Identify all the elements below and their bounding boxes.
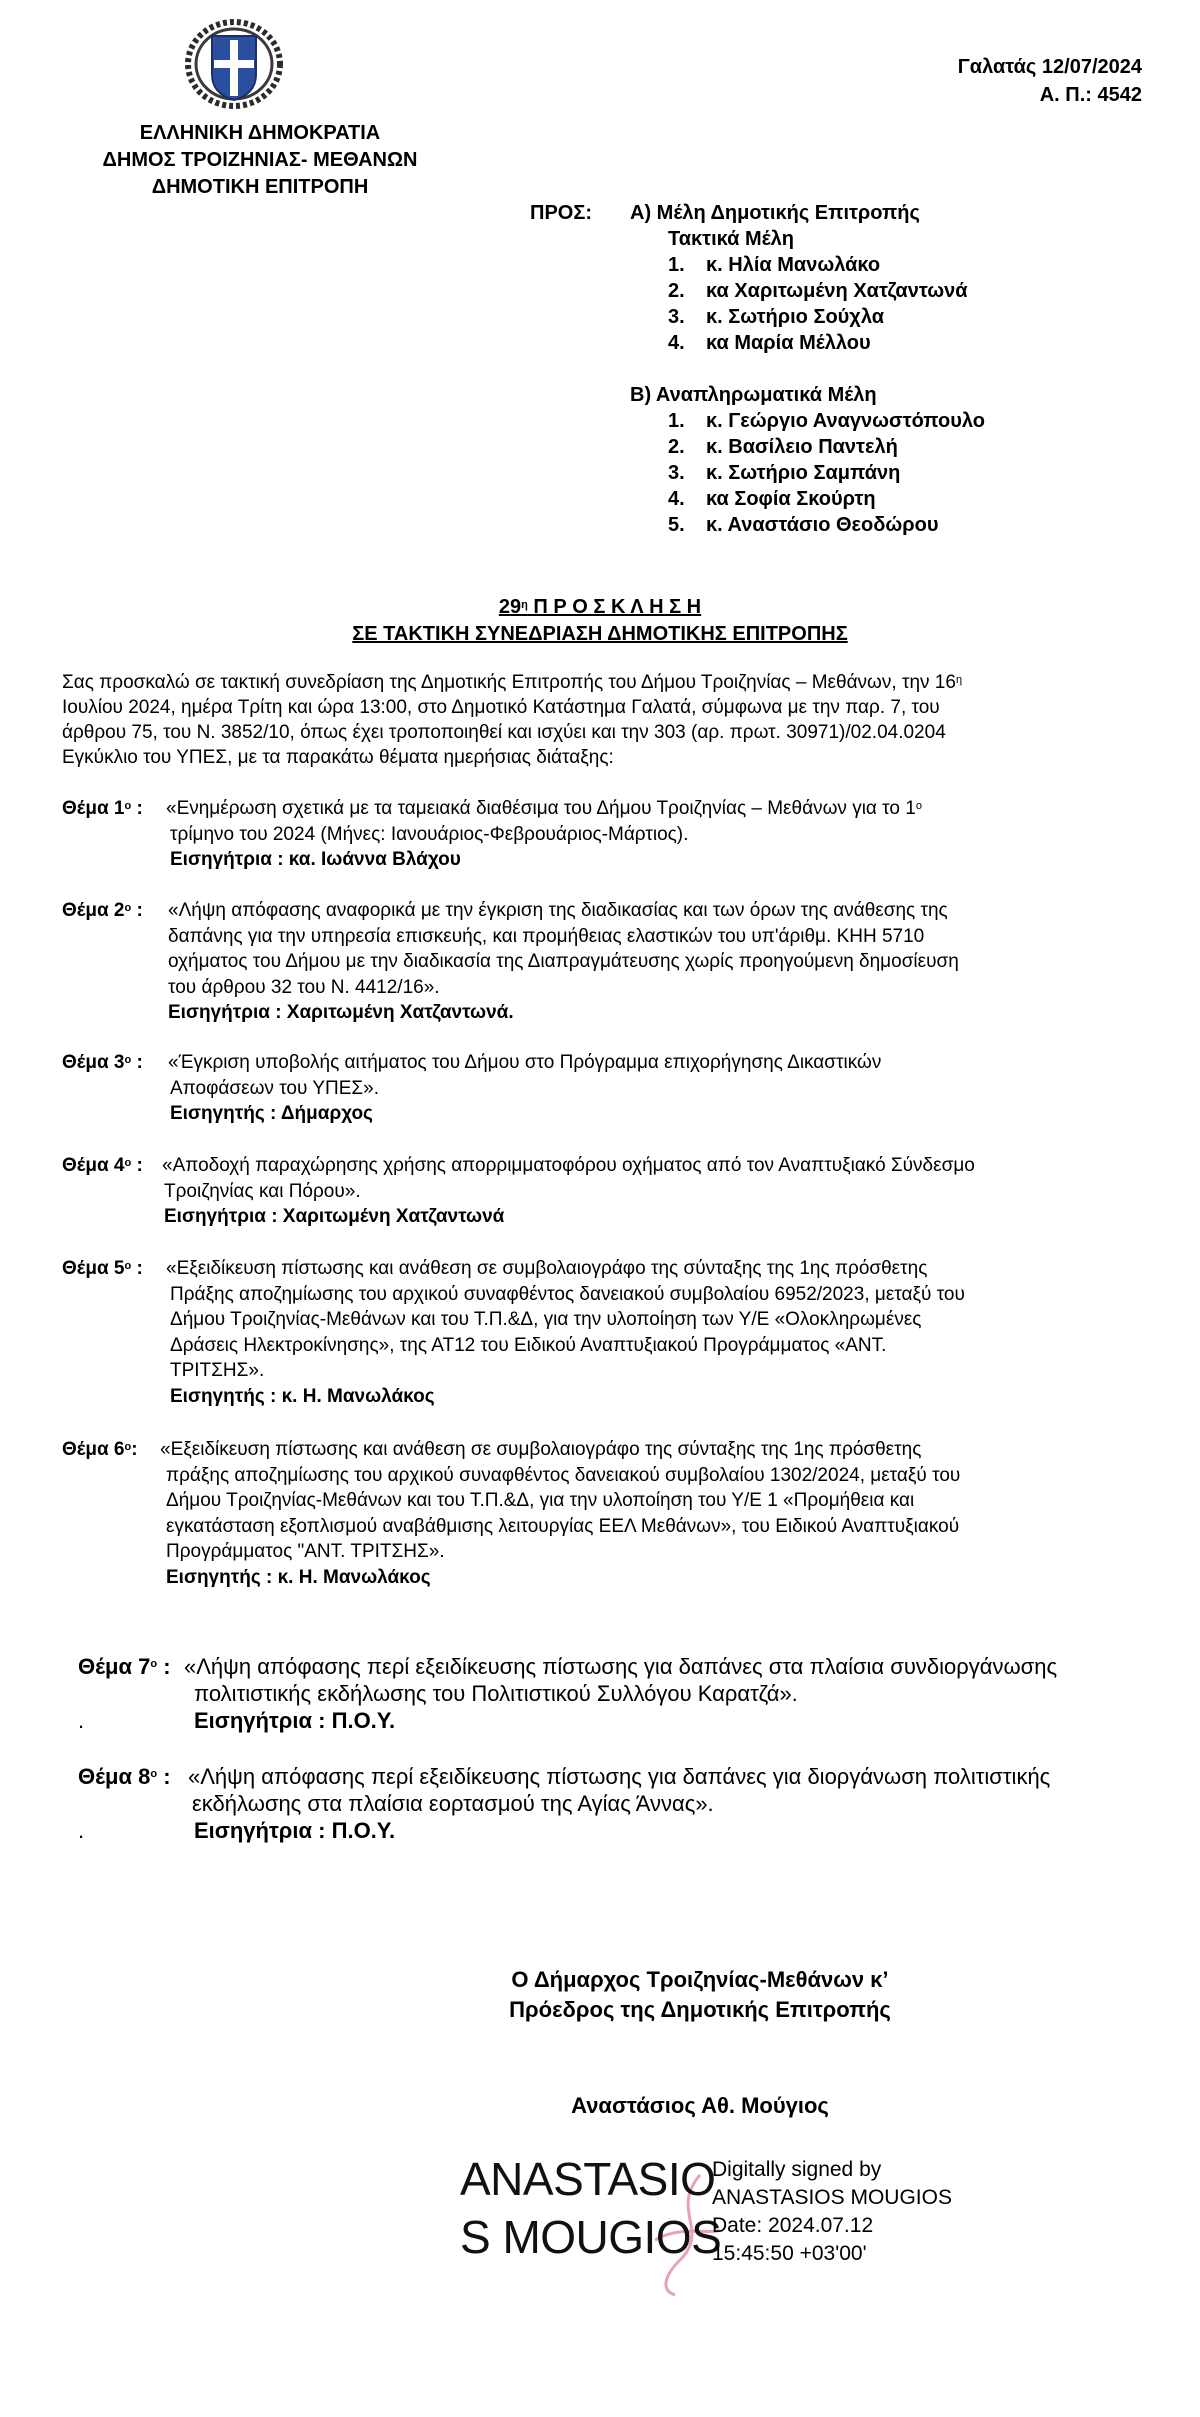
agenda-item-2: Θέμα $2^o$ : «Λήψη απόφασης αναφορικά με την έγκριση της διαδικασίας και των όρων της ανάθεσης της δαπάνης για την υπηρεσία επισκευής, και προμήθειας ελαστικών του υπ'άριθμ. ΚΗΗ 5710 οχήματος του Δήμου με την διαδικασία της Διαπραγμάτευσης χωρίς προηγούμενη δημοσίευση του άρθρου 32 του Ν. 4412/16». Εισηγήτρια : Χαριτωμένη Χατζαντωνά.	[62, 898, 1162, 1038]
agenda-item-4: Θέμα $4^o$ : «Αποδοχή παραχώρησης χρήσης απορριμματοφόρου οχήματος από τον Αναπτυξιακό Σύνδεσμο Τροιζηνίας και Πόρου». Εισηγήτρια : Χαριτωμένη Χατζαντωνά	[62, 1153, 1162, 1233]
rapporteur: Εισηγητής : κ. Η. Μανωλάκος	[166, 1566, 431, 1588]
agenda-item-7: Θέμα $7^o$ : «Λήψη απόφασης περί εξειδίκευσης πίστωσης για δαπάνες στα πλαίσια συνδιοργάνωσης πολιτιστικής εκδήλωσης του Πολιτιστικού Συλλόγου Καρατζά». Εισηγήτρια : Π.Ο.Υ. .	[78, 1654, 1058, 1733]
rapporteur: Εισηγήτρια : κα. Ιωάννα Βλάχου	[170, 849, 461, 870]
rapporteur: Εισηγήτρια : Π.Ο.Υ.	[194, 1818, 396, 1843]
invitation-title: $29^\eta$ Π Ρ Ο Σ Κ Λ Η Σ Η ΣΕ ΤΑΚΤΙΚΗ ΣΥΝΕΔΡΙΑΣΗ ΔΗΜΟΤΙΚΗΣ ΕΠΙΤΡΟΠΗΣ	[352, 596, 848, 645]
digital-signature-note: Digitally signed by ANASTASIOS MOUGIOS Date: 2024.07.12 15:45:50 +03'00'	[712, 2158, 952, 2265]
rapporteur: Εισηγήτρια : Π.Ο.Υ.	[194, 1708, 396, 1733]
agenda-item-3: Θέμα $3^o$ : «Έγκριση υποβολής αιτήματος του Δήμου στο Πρόγραμμα επιχορήγησης Δικαστικών Αποφάσεων του ΥΠΕΣ». Εισηγητής : Δήμαρχος	[62, 1050, 1162, 1130]
list-item: 5. κ. Αναστάσιο Θεοδώρου	[668, 514, 939, 536]
group-a-subheading: Τακτικά Μέλη	[668, 228, 795, 250]
rapporteur: Εισηγήτρια : Χαριτωμένη Χατζαντωνά.	[168, 1002, 514, 1023]
agenda-item-5: Θέμα $5^o$ : «Εξειδίκευση πίστωσης και ανάθεση σε συμβολαιογράφο της σύνταξης της 1ης πρόσθετης Πράξης αποζημίωσης του αρχικού συναφθέντος δανειακού συμβολαίου 6952/2023, μεταξύ του Δήμου Τροιζηνίας-Μεθάνων και του Τ.Π.&Δ, για την υλοποίηση των Υ/Ε «Ολοκληρωμένες Δράσεις Ηλεκτροκίνησης», της ΑΤ12 του Ειδικού Αναπτυξιακού Προγράμματος «ΑΝΤ. ΤΡΙΤΣΗΣ». Εισηγητής : κ. Η. Μανωλάκος	[62, 1256, 1162, 1416]
list-item: 4. κα Μαρία Μέλλου	[668, 332, 871, 354]
dot-marker: .	[78, 1818, 85, 1843]
protocol-number: Α. Π.: 4542	[1039, 84, 1142, 106]
rapporteur: Εισηγήτρια : Χαριτωμένη Χατζαντωνά	[164, 1206, 505, 1227]
rapporteur: Εισηγητής : Δήμαρχος	[170, 1103, 373, 1124]
document-date: Γαλατάς 12/07/2024	[957, 56, 1142, 78]
agenda-item-6: Θέμα $6^o$: «Εξειδίκευση πίστωσης και ανάθεση σε συμβολαιογράφο της σύνταξης της 1ης πρόσθετης πράξης αποζημίωσης του αρχικού συναφθέντος δανειακού συμβολαίου 1302/2024, μεταξύ του Δήμου Τροιζηνίας-Μεθάνων και του Τ.Π.&Δ, για την υλοποίηση του Υ/Ε 1 «Προμήθεια και εγκατάσταση εξοπλισμού αναβάθμισης λειτουργίας ΕΕΛ Μεθάνων», του Ειδικού Αναπτυξιακού Προγράμματος "ΑΝΤ. ΤΡΙΤΣΗΣ». Εισηγητής : κ. Η. Μανωλάκος	[62, 1437, 1162, 1597]
signatory-name: Αναστάσιος Αθ. Μούγιος	[571, 2093, 829, 2118]
dot-marker: .	[78, 1708, 85, 1733]
list-item: 2. κα Χαριτωμένη Χατζαντωνά	[668, 280, 968, 302]
recipients-list	[630, 200, 985, 538]
header-line: ΔΗΜΟΤΙΚΗ ΕΠΙΤΡΟΠΗ	[151, 176, 369, 198]
rapporteur: Εισηγητής : κ. Η. Μανωλάκος	[170, 1385, 435, 1407]
issuer-header	[40, 120, 480, 201]
list-item: 4. κα Σοφία Σκούρτη	[668, 488, 876, 510]
date-block	[958, 53, 1142, 109]
coat-of-arms-emblem	[184, 18, 284, 110]
digital-signature-name: ANASTASIO S MOUGIOS	[460, 2153, 722, 2263]
group-a-heading: Α) Μέλη Δημοτικής Επιτροπής	[630, 202, 920, 224]
recipients-label: ΠΡΟΣ:	[530, 202, 593, 224]
list-item: 3. κ. Σωτήριο Σαμπάνη	[668, 462, 901, 484]
agenda-item-1: Θέμα $1^o$ : «Ενημέρωση σχετικά με τα ταμειακά διαθέσιμα του Δήμου Τροιζηνίας – Μεθάνων για το $1^o$ τρίμηνο του 2024 (Μήνες: Ιανουάριος-Φεβρουάριος-Μάρτιος). Εισηγήτρια : κα. Ιωάννα Βλάχου	[62, 796, 1162, 906]
signatory-title: Ο Δήμαρχος Τροιζηνίας-Μεθάνων κ’ Πρόεδρος της Δημοτικής Επιτροπής	[509, 1967, 891, 2022]
intro-paragraph: Σας προσκαλώ σε τακτική συνεδρίαση της Δημοτικής Επιτροπής του Δήμου Τροιζηνίας – Μεθάνων, την $16^\eta$ Ιουλίου 2024, ημέρα Τρίτη και ώρα 13:00, στο Δημοτικό Κατάστημα Γαλατά, σύμφωνα με την παρ. 7, του άρθρου 75, του Ν. 3852/10, όπως έχει τροποποιηθεί και ισχύει και την 303 (αρ. πρωτ. 30971)/02.04.0204 Εγκύκλιο του ΥΠΕΣ, με τα παρακάτω θέματα ημερήσιας διάταξης:	[62, 672, 963, 768]
list-item: 1. κ. Ηλία Μανωλάκο	[668, 254, 881, 276]
header-line: ΔΗΜΟΣ ΤΡΟΙΖΗΝΙΑΣ- ΜΕΘΑΝΩΝ	[102, 149, 418, 171]
agenda-item-8: Θέμα $8^o$ : «Λήψη απόφασης περί εξειδίκευσης πίστωσης για δαπάνες για διοργάνωση πολιτιστικής εκδήλωσης στα πλαίσια εορτασμού της Αγίας Άννας». Εισηγήτρια : Π.Ο.Υ. .	[78, 1764, 1051, 1843]
list-item: 3. κ. Σωτήριο Σούχλα	[668, 306, 884, 328]
list-item: 2. κ. Βασίλειο Παντελή	[668, 436, 898, 458]
list-item: 1. κ. Γεώργιο Αναγνωστόπουλο	[668, 410, 985, 432]
group-b-heading: Β) Αναπληρωματικά Μέλη	[630, 384, 877, 406]
header-line: ΕΛΛΗΝΙΚΗ ΔΗΜΟΚΡΑΤΙΑ	[139, 122, 381, 144]
